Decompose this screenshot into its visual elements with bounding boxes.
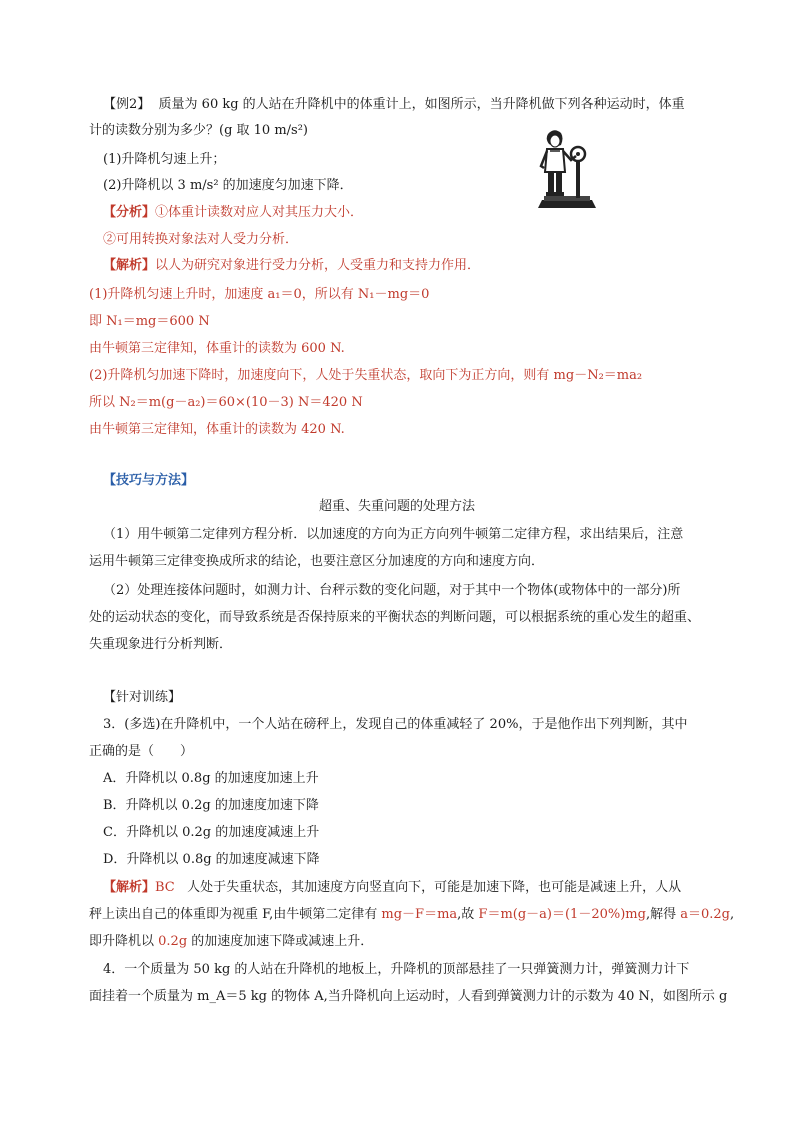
answer-tag: 【解析】 — [103, 880, 156, 895]
solution-line-0: 【解析】以人为研究对象进行受力分析，人受重力和支持力作用． — [103, 258, 481, 273]
solution-line-3: 由牛顿第三定律知，体重计的读数为 600 N. — [89, 341, 345, 356]
solution-tag: 【解析】 — [103, 258, 156, 273]
option-c: C．升降机以 0.2g 的加速度减速上升 — [103, 825, 320, 840]
example-2-line-2: 计的读数分别为多少？(g 取 10 m/s²) — [89, 123, 308, 138]
answer-line-3: 即升降机以 0.2g 的加速度加速下降或减速上升． — [89, 934, 374, 949]
example-2-line-1: 【例2】 质量为 60 kg 的人站在升降机中的体重计上，如图所示，当升降机做下列各种运动时，体重 — [103, 97, 685, 112]
tips-p1-line-1: （1）用牛顿第二定律列方程分析．以加速度的方向为正方向列牛顿第二定律方程，求出结果后，注意 — [103, 527, 684, 542]
tips-tag: 【技巧与方法】 — [103, 473, 195, 488]
option-d: D．升降机以 0.8g 的加速度减速下降 — [103, 852, 320, 867]
tips-p2-line-2: 处的运动状态的变化，而导致系统是否保持原来的平衡状态的判断问题，可以根据系统的重心发生的超重、 — [89, 610, 701, 625]
tips-p2-line-1: （2）处理连接体问题时，如测力计、台秤示数的变化问题，对于其中一个物体(或物体中的一部分)所 — [103, 583, 681, 598]
answer-line-2: 秤上读出自己的体重即为视重 F,由牛顿第二定律有 mg－F＝ma,故 F＝m(g－a)＝(1－20%)mg,解得 a＝0.2g, — [89, 907, 735, 922]
solution-line-6: 由牛顿第三定律知，体重计的读数为 420 N. — [89, 422, 345, 437]
solution-line-5: 所以 N₂＝m(g－a₂)＝60×(10－3) N＝420 N — [89, 395, 363, 410]
answer-line-1: 【解析】BC 人处于失重状态，其加速度方向竖直向下，可能是加速下降，也可能是减速上升，人从 — [103, 880, 682, 895]
example-2-item-2: (2)升降机以 3 m/s² 的加速度匀加速下降． — [103, 178, 353, 193]
analysis-line-2: ②可用转换对象法对人受力分析． — [103, 232, 299, 247]
option-b: B．升降机以 0.2g 的加速度加速下降 — [103, 798, 319, 813]
question-4-line-1: 4．一个质量为 50 kg 的人站在升降机的地板上，升降机的顶部悬挂了一只弹簧测力计，弹簧测力计下 — [103, 962, 690, 977]
analysis-tag: 【分析】 — [103, 205, 156, 220]
answer-key: BC — [155, 880, 175, 895]
solution-line-2: 即 N₁＝mg＝600 N — [89, 314, 210, 329]
option-a: A．升降机以 0.8g 的加速度加速上升 — [103, 771, 319, 786]
tips-p2-line-3: 失重现象进行分析判断． — [89, 637, 233, 652]
question-4-line-2: 面挂着一个质量为 m_A＝5 kg 的物体 A,当升降机向上运动时，人看到弹簧测力计的示数为 40 N，如图所示 g — [89, 989, 728, 1004]
example-2-item-1: (1)升降机匀速上升； — [103, 152, 226, 167]
example-tag: 【例2】 — [103, 97, 151, 112]
question-3-line-2: 正确的是（ ） — [89, 744, 194, 759]
tips-p1-line-2: 运用牛顿第三定律变换成所求的结论，也要注意区分加速度的方向和速度方向． — [89, 554, 545, 569]
person-on-scale-illustration — [530, 128, 610, 214]
analysis-line-1: 【分析】①体重计读数对应人对其压力大小． — [103, 205, 364, 220]
solution-line-4: (2)升降机匀加速下降时，加速度向下，人处于失重状态，取向下为正方向，则有 mg－N₂＝ma₂ — [89, 368, 643, 383]
tips-title: 超重、失重问题的处理方法 — [318, 499, 475, 514]
solution-line-1: (1)升降机匀速上升时，加速度 a₁＝0，所以有 N₁－mg＝0 — [89, 287, 430, 302]
training-tag: 【针对训练】 — [103, 690, 182, 705]
question-3-line-1: 3．(多选)在升降机中，一个人站在磅秤上，发现自己的体重减轻了 20%，于是他作出下列判断，其中 — [103, 717, 688, 732]
